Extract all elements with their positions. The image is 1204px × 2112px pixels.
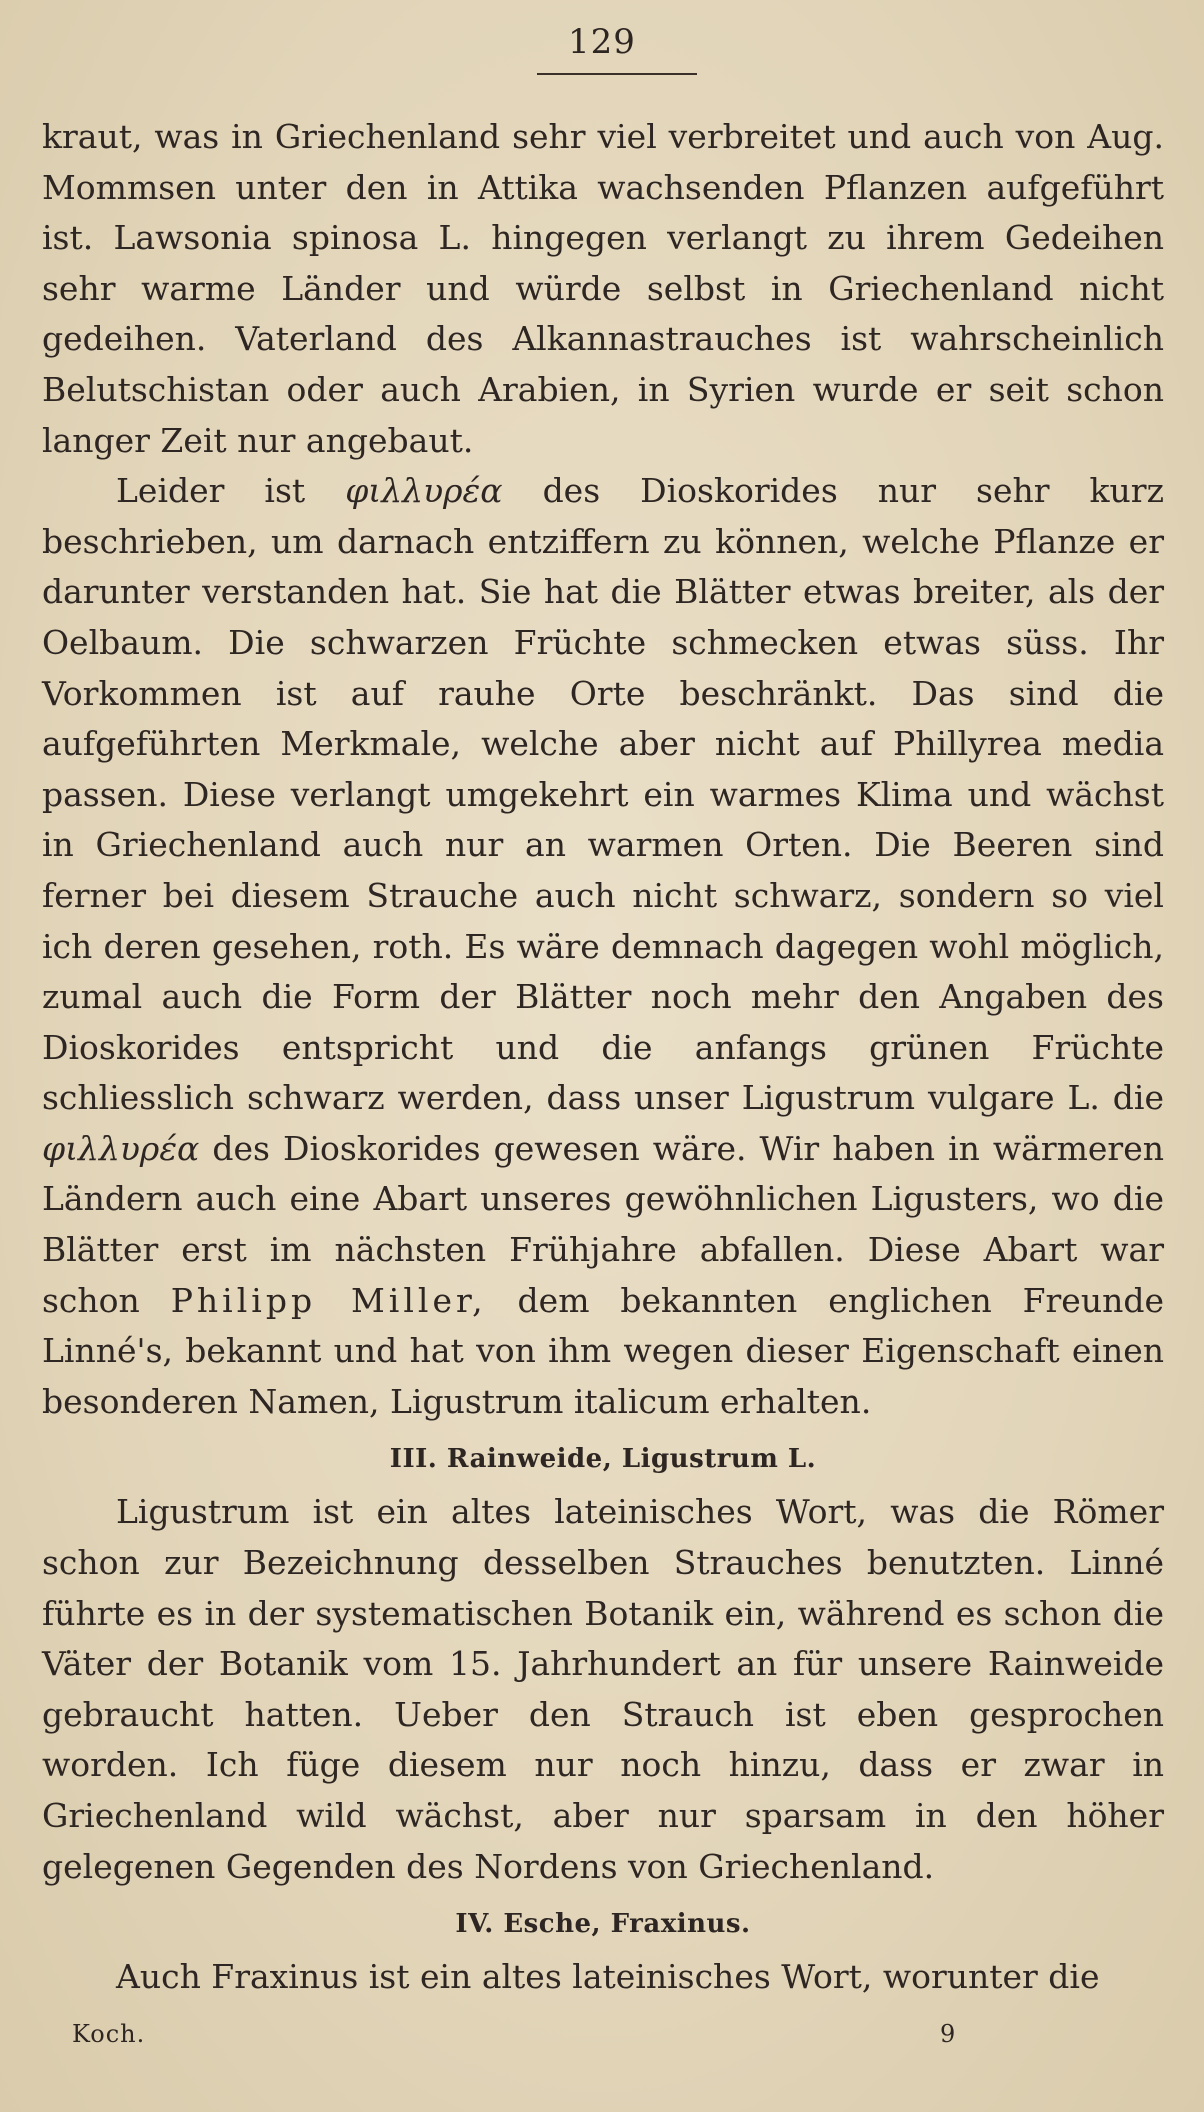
page-number: 129 (568, 22, 636, 62)
text-segment: des Dioskorides gewesen wäre. Wir haben in wärmeren Ländern auch eine Abart unseres gewöhnlichen Ligusters, wo die Blätter erst im nächsten Frühjahre abfallen. Diese Abart war schon (42, 1128, 1164, 1320)
paragraph-fraxinus: Auch Fraxinus ist ein altes lateinisches Wort, worunter die (116, 1957, 1100, 1997)
body-text (42, 112, 1164, 2003)
sheet-number: 9 (940, 2020, 956, 2048)
printer-signature: Koch. (72, 2020, 146, 2048)
greek-term: φιλλυρέα (42, 1128, 200, 1168)
section-heading-rainweide: III. Rainweide, Ligustrum L. (389, 1444, 817, 1475)
person-name: Philipp Miller, (170, 1280, 487, 1320)
greek-term: φιλλυρέα (345, 471, 503, 511)
text-segment: dem bekannten englichen Freunde Linné's, bekannt und hat von ihm wegen dieser Eigenschaft einen besonderen Namen, Ligustrum italicum erhalten. (42, 1280, 1164, 1421)
paragraph-ligustrum: Ligustrum ist ein altes lateinisches Wort, was die Römer schon zur Bezeichnung desselben Strauches benutzten. Linné führte es in der systematischen Botanik ein, während es schon die Väter der Botanik vom 15. Jahrhundert an für unsere Rainweide gebraucht hatten. Ueber den Strauch ist eben gesprochen worden. Ich füge diesem nur noch hinzu, dass er zwar in Griechenland wild wächst, aber nur sparsam in den höher gelegenen Gegenden des Nordens von Griechenland. (42, 1492, 1164, 1886)
page-footer (0, 2020, 1204, 2060)
paragraph-alkanna: kraut, was in Griechenland sehr viel verbreitet und auch von Aug. Mommsen unter den in Attika wachsenden Pflanzen aufgeführt ist. Lawsonia spinosa L. hingegen verlangt zu ihrem Gedeihen sehr warme Länder und würde selbst in Griechenland nicht gedeihen. Vaterland des Alkannastrauches ist wahrscheinlich Belutschistan oder auch Arabien, in Syrien wurde er seit schon langer Zeit nur angebaut. (42, 117, 1164, 460)
header-rule (537, 73, 697, 75)
text-segment: des Dioskorides nur sehr kurz beschrieben, um darnach entziffern zu können, welche Pflanze er darunter verstanden hat. Sie hat die Blätter etwas breiter, als der Oelbaum. Die schwarzen Früchte schmecken etwas süss. Ihr Vorkommen ist auf rauhe Orte beschränkt. Das sind die aufgeführten Merkmale, welche aber nicht auf Phillyrea media passen. Diese verlangt umgekehrt ein warmes Klima und wächst in Griechenland auch nur an warmen Orten. Die Beeren sind ferner bei diesem Strauche auch nicht schwarz, sondern so viel ich deren gesehen, roth. Es wäre demnach dagegen wohl möglich, zumal auch die Form der Blätter noch mehr den Angaben des Dioskorides entspricht und die anfangs grünen Früchte schliesslich schwarz werden, dass unser Ligustrum vulgare L. die (42, 471, 1164, 1118)
section-heading-esche: IV. Esche, Fraxinus. (455, 1909, 751, 1940)
paragraph-phillyrea (42, 466, 1164, 1427)
text-segment: Leider ist (116, 471, 306, 511)
